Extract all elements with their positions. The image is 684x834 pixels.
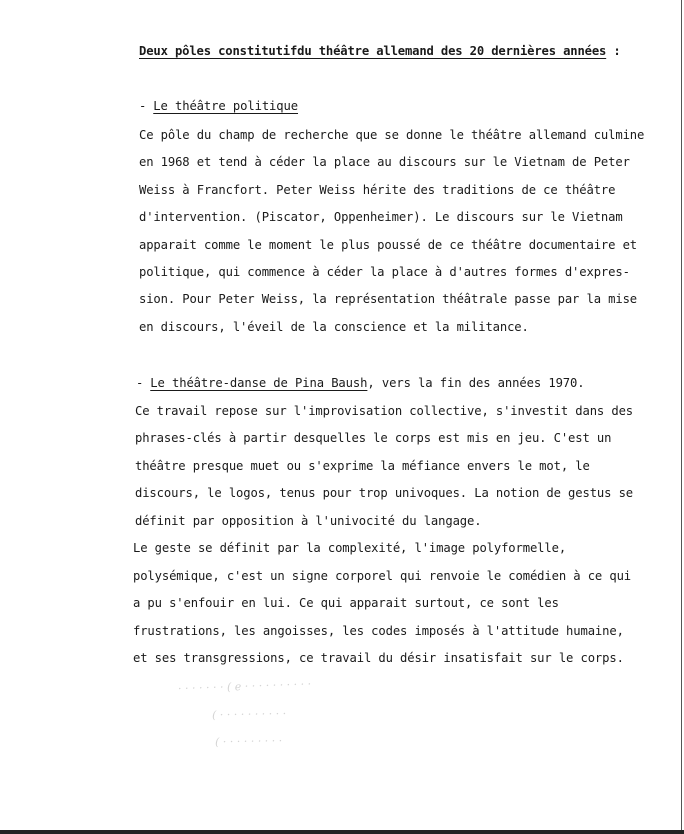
page-bottom-edge xyxy=(0,830,684,834)
text-line: définit par opposition à l'univocité du langage. xyxy=(135,513,482,528)
section-title-theatre-danse xyxy=(136,376,585,390)
heading-colon: : xyxy=(606,44,621,58)
bleed-through-text: ( · · · · · · · · · · xyxy=(211,707,287,722)
text-line: théâtre presque muet ou s'exprime la méfiance envers le mot, le xyxy=(135,458,590,473)
paragraph-theatre-danse xyxy=(135,398,633,535)
section-dash: - xyxy=(136,376,144,390)
text-line: a pu s'enfouir en lui. Ce qui apparait surtout, ce sont les xyxy=(133,596,559,611)
paragraph-politique xyxy=(139,122,644,341)
text-line: et ses transgressions, ce travail du désir insatisfait sur le corps. xyxy=(133,651,624,666)
text-line: d'intervention. (Piscator, Oppenheimer). Le discours sur le Vietnam xyxy=(139,210,623,225)
text-line: polysémique, c'est un signe corporel qui renvoie le comédien à ce qui xyxy=(133,568,632,583)
text-line: Weiss à Francfort. Peter Weiss hérite des traditions de ce théâtre xyxy=(139,182,616,197)
section-title-text: Le théâtre politique xyxy=(153,99,299,113)
text-line: Le geste se définit par la complexité, l'image polyformelle, xyxy=(133,541,567,555)
section-title-politique xyxy=(139,99,298,113)
paragraph-geste xyxy=(133,535,631,673)
heading-rest-text: du théâtre allemand des 20 dernières années xyxy=(297,44,607,58)
text-line: en 1968 et tend à céder la place au discours sur le Vietnam de Peter xyxy=(139,155,630,170)
bleed-through-text: · · · · · · · ( e · · · · · · · · · · xyxy=(177,677,312,696)
section-title-text: Le théâtre-danse de Pina Baush xyxy=(150,376,368,390)
text-line: politique, qui commence à céder la place à d'autres formes d'expres- xyxy=(139,265,630,280)
heading-underlined-text: Deux pôles constitutif xyxy=(139,44,298,58)
section-dash: - xyxy=(139,99,147,113)
text-line: sion. Pour Peter Weiss, la représentation théâtrale passe par la mise xyxy=(139,292,638,307)
text-line: en discours, l'éveil de la conscience et la militance. xyxy=(139,319,529,334)
text-line: Ce pôle du champ de recherche que se donne le théâtre allemand culmine xyxy=(139,128,645,142)
document-heading xyxy=(139,44,621,58)
text-line: frustrations, les angoisses, les codes imposés à l'attitude humaine, xyxy=(133,623,624,638)
section-title-suffix: , vers la fin des années 1970. xyxy=(367,376,585,390)
bleed-through-text: ( · · · · · · · · · xyxy=(214,734,283,749)
text-line: discours, le logos, tenus pour trop univoques. La notion de gestus se xyxy=(135,486,634,501)
text-line: apparait comme le moment le plus poussé de ce théâtre documentaire et xyxy=(139,237,638,252)
text-line: Ce travail repose sur l'improvisation collective, s'investit dans des xyxy=(135,404,634,418)
text-line: phrases-clés à partir desquelles le corps est mis en jeu. C'est un xyxy=(135,431,612,446)
page-right-edge xyxy=(681,0,682,830)
